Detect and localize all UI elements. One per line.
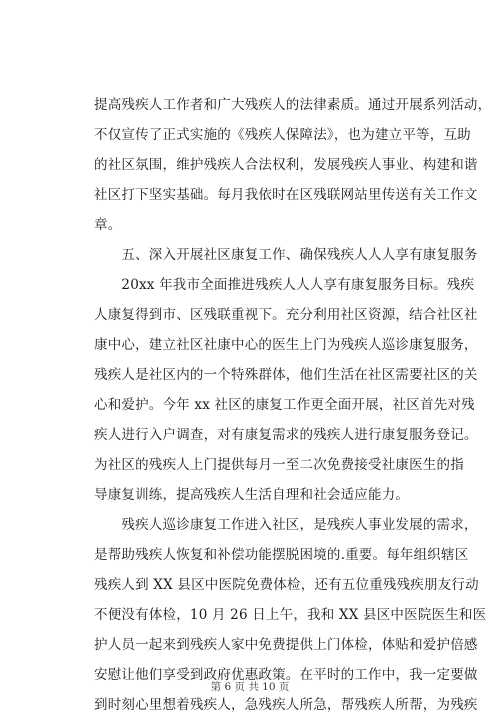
text-line: 提高残疾人工作者和广大残疾人的法律素质。通过开展系列活动， bbox=[94, 97, 492, 113]
text-line: 20xx 年我市全面推进残疾人人人享有康复服务目标。残疾 bbox=[94, 277, 475, 293]
paragraph-legal-awareness bbox=[94, 90, 492, 240]
text-line: 残疾人巡诊康复工作进入社区，是残疾人事业发展的需求， bbox=[94, 517, 478, 533]
text-line: 不仅宣传了正式实施的《残疾人保障法》，也为建立平等，互助 bbox=[94, 127, 471, 143]
text-line: 安慰让他们享受到政府优惠政策。在平时的工作中，我一定要做 bbox=[94, 667, 478, 683]
text-line: 为社区的残疾人上门提供每月一至二次免费接受社康医生的指 bbox=[94, 457, 464, 473]
text-line: 康中心，建立社区社康中心的医生上门为残疾人巡诊康复服务， bbox=[94, 337, 478, 353]
text-line: 的社区氛围，维护残疾人合法权利，发展残疾人事业、构建和谐 bbox=[94, 157, 478, 173]
text-line: 心和爱护。今年 xx 社区的康复工作更全面开展，社区首先对残 bbox=[94, 397, 475, 413]
text-line: 是帮助残疾人恢复和补偿功能摆脱困境的.重要。每年组织辖区 bbox=[94, 547, 469, 563]
page-number: 第 6 页 共 10 页 bbox=[210, 681, 290, 693]
text-line: 导康复训练，提高残疾人生活自理和社会适应能力。 bbox=[94, 487, 410, 503]
text-line: 章。 bbox=[94, 217, 122, 233]
section-heading bbox=[94, 240, 478, 270]
text-line: 不便没有体检，10 月 26 日上午，我和 XX 县区中医院医生和医 bbox=[94, 607, 487, 623]
section-heading-text: 五、深入开展社区康复工作、确保残疾人人人享有康复服务 bbox=[94, 247, 478, 263]
text-line: 到时刻心里想着残疾人，急残疾人所急，帮残疾人所帮，为残疾 bbox=[94, 697, 478, 713]
text-line: 残疾人到 XX 县区中医院免费体检，还有五位重残残疾朋友行动 bbox=[94, 577, 479, 593]
text-line: 残疾人是社区内的一个特殊群体，他们生活在社区需要社区的关 bbox=[94, 367, 478, 383]
paragraph-rehabilitation-goal bbox=[94, 270, 478, 510]
text-line: 社区打下坚实基础。每月我依时在区残联网站里传送有关工作文 bbox=[94, 187, 478, 203]
text-line: 人康复得到市、区残联重视下。充分利用社区资源，结合社区社 bbox=[94, 307, 478, 323]
text-line: 疾人进行入户调查，对有康复需求的残疾人进行康复服务登记。 bbox=[94, 427, 478, 443]
page-footer bbox=[0, 680, 500, 694]
text-line: 护人员一起来到残疾人家中免费提供上门体检，体贴和爱护倍感 bbox=[94, 637, 478, 653]
